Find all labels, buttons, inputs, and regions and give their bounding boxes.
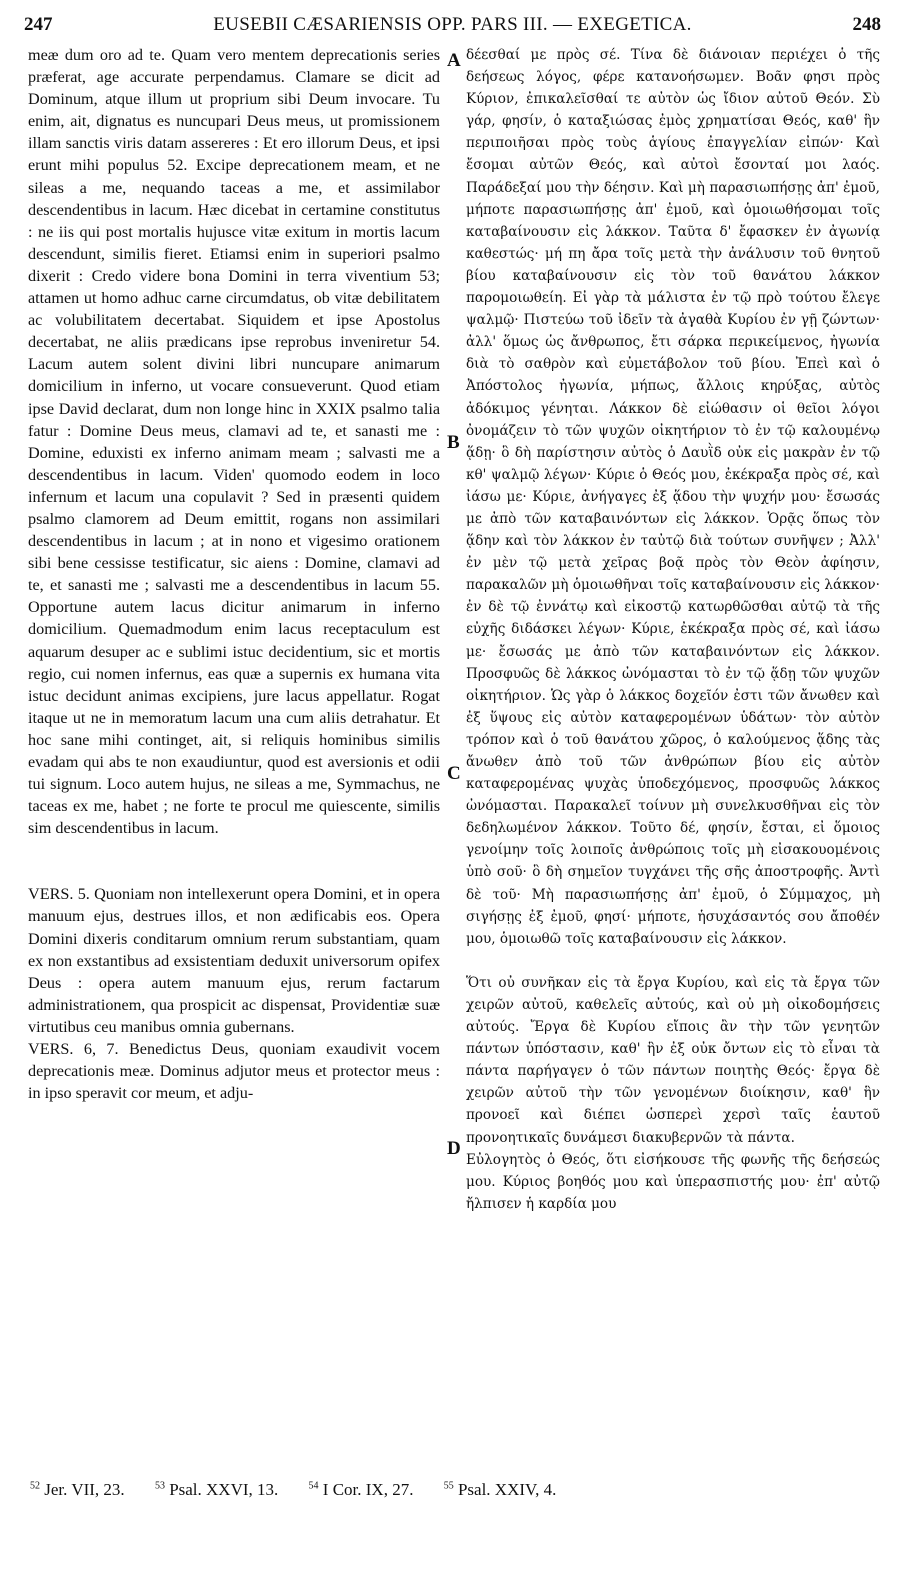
running-title: EUSEBII CÆSARIENSIS OPP. PARS III. — EXEGETICA.: [213, 14, 692, 35]
latin-paragraph-2: VERS. 5. Quoniam non intellexerunt opera Domini, et in opera manuum ejus, destrues illos, et non ædificabis eos. Opera Domini dixeris conditarum omnium rerum substantiam, quam ex non exstantibus ad exsistentiam deduxit universorum opifex Deus : opera autem manuum ejus, rerum factarum administrationem, qua prospicit ac dispensat, Providentiæ suæ virtutibus ceu manibus omnia gubernans.: [28, 885, 440, 1036]
section-marker-d: D: [447, 1138, 461, 1159]
footnote-number: 55: [443, 1480, 454, 1492]
page-number-left: 247: [24, 14, 53, 35]
footnote: [155, 1480, 278, 1499]
footnote-number: 54: [308, 1480, 319, 1492]
footnote: [444, 1480, 557, 1499]
latin-paragraph-1: meæ dum oro ad te. Quam vero mentem deprecationis series præferat, age accurate perpendamus. Clamare se dicit ad Dominum, atque illum ut proprium sibi Deum invocare. Tu enim, ait, dignatus es nuncupari Deus meus, ut promissionem illam sanctis viris datam assereres : Et ero illorum Deus, et ipsi erunt mihi populus 52. Excipe deprecationem meam, et ne sileas a me, nequando taceas a me, et assimilabor descendentibus in lacum. Hæc dicebat in certamine constitutus : ne iis qui post mortalis hujusce vitæ exitum in mortis lacum descendunt, similis fieret. Etiamsi enim in superiori psalmo dixerit : Credo videre bona Domini in terra viventium 53; attamen ut homo adhuc carne circumdatus, ob vitæ debilitatem ac volubilitatem decertabat. Siquidem et ipse Apostolus decertabat, ne aliis prædicans ipse reprobus inveniretur 54. Lacum autem solent divini libri nuncupare animarum domicilium in inferno, ut vocare consueverunt. Quod etiam ipse David declarat, dum non longe hinc in XXIX psalmo talia fatur : Domine Deus meus, clamavi ad te, et sanasti me : Domine, eduxisti ex inferno animam meam ; salvasti me a descendentibus in lacum. Viden' quomodo eodem in loco infernum et lacum una copulavit ? Sed in præsenti quidem psalmo clamorem ad Deum emittit, rogans non assimilari descendentibus in lacum ; at in nono et vigesimo orationem sibi bene cessisse testificatur, sic aiens : Domine, clamavi ad te, et sanasti me ; salvasti me a descendentibus in lacum 55. Opportune autem lacus dicitur animarum in inferno domicilium. Quemadmodum enim lacus receptaculum est aquarum desuper ac e sublimi istuc decidentium, sic et mortis regio, cui nomen infernus, eas quæ a supernis ex humana vita istuc decidunt animas excipiens, jure lacus appellatur. Rogat itaque ut ne in memoratum lacum una cum aliis detrahatur. Et hoc sane mihi continget, ait, si reliquis hominibus similis evadam qui abs te non exaudiuntur, quod est aversionis et odii tui signum. Loco autem hujus, ne sileas a me, Symmachus, ne taceas ex me, habet ; ne forte te procul me quiescente, similis sim descendentibus in lacum.: [28, 46, 440, 838]
footnote-text: Jer. VII, 23.: [44, 1480, 125, 1499]
footnote: [30, 1480, 125, 1499]
greek-paragraph-1: δέεσθαί με πρὸς σέ. Τίνα δὲ διάνοιαν περιέχει ὁ τῆς δεήσεως λόγος, φέρε κατανοήσωμεν. Βοᾶν φησι πρὸς Κύριον, ἐπικαλεῖσθαί τε αὐτὸν ὡς ἴδιον αὐτοῦ Θεόν. Σὺ γάρ, φησίν, ὁ καταξιώσας ἐμὸς χρηματίσαι Θεός, καθ' ἣν περιποιῆσαι πρὸς τοὺς ἁγίους ἐπαγγελίαν εἰπών· Καὶ ἔσομαι αὐτῶν Θεός, καὶ αὐτοὶ ἔσονταί μοι λαός. Παράδεξαί μου τὴν δέησιν. Καὶ μὴ παρασιωπήσῃς ἀπ' ἐμοῦ, μήποτε παρασιωπήσῃς ἀπ' ἐμοῦ, καὶ ὁμοιωθήσομαι τοῖς καταβαίνουσιν εἰς λάκκον. Ταῦτα δ' ἔφασκεν ἐν ἀγωνίᾳ καθεστώς· μή πη ἄρα τοῖς μετὰ τὴν ἀνάλυσιν τοῦ θνητοῦ βίου καταβαίνουσιν εἰς τὸν τοῦ θανάτου λάκκον παρομοιωθείη. Εἰ γὰρ τὰ μάλιστα ἐν τῷ πρὸ τούτου ἔλεγε ψαλμῷ· Πιστεύω τοῦ ἰδεῖν τὰ ἀγαθὰ Κυρίου ἐν γῇ ζώντων· ἀλλ' ὅμως ὡς ἄνθρωπος, ἔτι σάρκα περικείμενος, ἠγωνία διὰ τὸ σαθρὸν καὶ εὐμετάβολον τοῦ βίου. Ἐπεὶ καὶ ὁ Ἀπόστολος ἠγωνία, μήπως, ἄλλοις κηρύξας, αὐτὸς ἀδόκιμος γένηται. Λάκκον δὲ εἰώθασιν οἱ θεῖοι λόγοι ὀνομάζειν τὸ τῶν ψυχῶν οἰκητήριον τὸ ἐν τῷ καλουμένῳ ᾅδῃ· ὃ δὴ παρίστησιν αὐτὸς ὁ Δαυῒδ οὐκ εἰς μακρὰν ἐν τῷ κθ' ψαλμῷ λέγων· Κύριε ὁ Θεός μου, ἐκέκραξα πρὸς σέ, καὶ ἰάσω με· Κύριε, ἀνήγαγες ἐξ ᾅδου τὴν ψυχήν μου· ἔσωσάς με ἀπὸ τῶν καταβαινόντων εἰς λάκκον. Ὁρᾷς ὅπως τὸν ᾅδην καὶ τὸν λάκκον ἐν ταὐτῷ διὰ τούτων συνῆψεν ; Ἀλλ' ἐν μὲν τῷ μετὰ χεῖρας βοᾷ πρὸς τὸν Θεὸν ἀφίησιν, παρακαλῶν μὴ ὁμοιωθῆναι τοῖς καταβαίνουσιν εἰς λάκκον· ἐν δὲ τῷ ἐννάτῳ καὶ εἰκοστῷ κατωρθῶσθαι αὐτῷ τὰ τῆς εὐχῆς διδάσκει λέγων· Κύριε, ἐκέκραξα πρὸς σέ, καὶ ἰάσω με· ἔσωσάς με ἀπὸ τῶν καταβαινόντων εἰς λάκκον. Προσφυῶς δὲ λάκκος ὠνόμασται τὸ ἐν τῷ ᾅδῃ τῶν ψυχῶν οἰκητήριον. Ὡς γὰρ ὁ λάκκος δοχεῖόν ἐστι τῶν ἄνωθεν καὶ ἐξ ὕψους εἰς αὐτὸν καταφερομένων ὑδάτων· τὸν αὐτὸν τρόπον καὶ ὁ τοῦ θανάτου χῶρος, ὁ καλούμενος ᾅδης τὰς ἄνωθεν ἀπὸ τοῦ τῶν ἀνθρώπων βίου εἰς αὐτὸν καταφερομένας ψυχὰς ὑποδεχόμενος, προσφυῶς λάκκος ὠνόμασται. Παρακαλεῖ τοίνυν μὴ συνελκυσθῆναι εἰς τὸν δεδηλωμένον λάκκον. Τοῦτο δέ, φησίν, ἔσται, εἰ ὅμοιος γενοίμην τοῖς λοιποῖς ἀνθρώποις τοῖς μὴ εἰσακουομένοις ὑπὸ σοῦ· ὃ δὴ σημεῖον τυγχάνει τῆς σῆς ἀποστροφῆς. Ἀντὶ δὲ τοῦ· Μὴ παρασιωπήσῃς ἀπ' ἐμοῦ, ὁ Σύμμαχος, μὴ σιγήσῃς ἐξ ἐμοῦ, φησί· μήποτε, ἡσυχάσαντός σου ἄποθέν μου, ὁμοιωθῶ τοῖς καταβαίνουσιν εἰς λάκκον.: [466, 47, 880, 947]
footnote: [309, 1480, 414, 1499]
section-marker-a: A: [447, 50, 461, 71]
page-header: [24, 14, 881, 40]
greek-paragraph-2: Ὅτι οὐ συνῆκαν εἰς τὰ ἔργα Κυρίου, καὶ εἰς τὰ ἔργα τῶν χειρῶν αὐτοῦ, καθελεῖς αὐτούς, καὶ οὐ μὴ οἰκοδομήσεις αὐτούς. Ἔργα δὲ Κυρίου εἴποις ἂν τὴν τῶν γενητῶν πάντων ὑπόστασιν, καθ' ἣν ἐξ οὐκ ὄντων εἰς τὸ εἶναι τὰ πάντα παρήγαγεν ὁ τῶν πάντων ποιητὴς Θεός· ἔργα δὲ χειρῶν αὐτοῦ τὴν τῶν γενομένων διοίκησιν, καθ' ἣν προνοεῖ καὶ διέπει ὡσπερεὶ χερσὶ ταῖς ἑαυτοῦ προνοητικαῖς δυνάμεσι διακυβερνῶν τὰ πάντα.: [466, 974, 880, 1146]
footnotes: [30, 1480, 875, 1500]
footnote-text: Psal. XXIV, 4.: [457, 1480, 557, 1499]
section-marker-b: B: [447, 432, 460, 453]
footnote-text: I Cor. IX, 27.: [322, 1480, 414, 1499]
footnote-number: 53: [154, 1480, 165, 1492]
greek-column: [466, 44, 880, 1215]
latin-paragraph-3: VERS. 6, 7. Benedictus Deus, quoniam exaudivit vocem deprecationis meæ. Dominus adjutor meus et protector meus : in ipso speravit cor meum, et adju-: [28, 1040, 440, 1103]
section-marker-c: C: [447, 763, 461, 784]
page-number-right: 248: [852, 14, 881, 35]
latin-column: [28, 44, 440, 1104]
greek-paragraph-3: Εὐλογητὸς ὁ Θεός, ὅτι εἰσήκουσε τῆς φωνῆς τῆς δεήσεώς μου. Κύριος βοηθός μου καὶ ὑπερασπιστής μου· ἐπ' αὐτῷ ἤλπισεν ἡ καρδία μου: [466, 1151, 880, 1212]
footnote-number: 52: [30, 1480, 40, 1492]
footnote-text: Psal. XXVI, 13.: [169, 1480, 279, 1499]
